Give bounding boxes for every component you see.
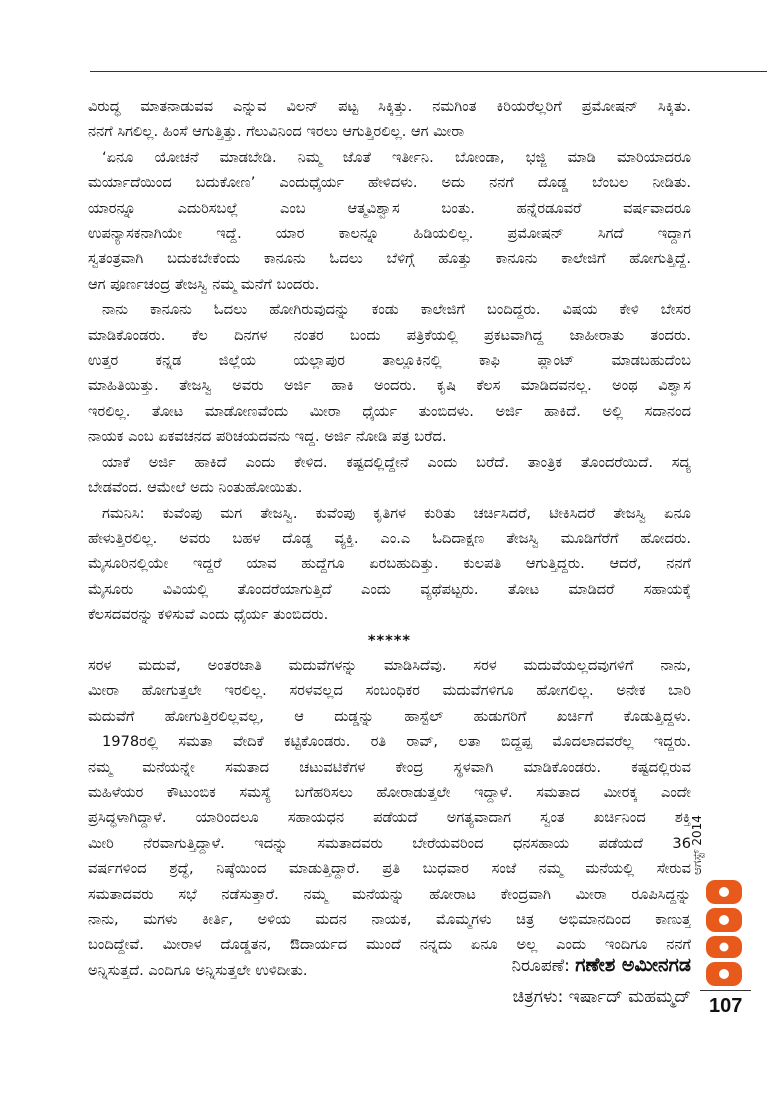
byline-photos [513,987,691,1007]
article-line: ನನಗೆ ಸಿಗಲಿಲ್ಲ. ಹಿಂಸೆ ಆಗುತ್ತಿತ್ತು. ಗೆಲುವಿನಿಂದ ಇರಲು ಆಗುತ್ತಿರಲಿಲ್ಲ. ಆಗ ಮೀರಾ [88,123,465,141]
article-line: ಮಾಹಿತಿಯಿತ್ತು. ತೇಜಸ್ವಿ ಅವರು ಅರ್ಜಿ ಹಾಕಿ ಅಂದರು. ಕೃಷಿ ಕೆಲಸ ಮಾಡಿದವನಲ್ಲ. ಅಂಥ ವಿಶ್ವಾಸ [88,377,691,395]
article-body [88,94,691,983]
article-line: ಸರಳ ಮದುವೆ, ಅಂತರಜಾತಿ ಮದುವೆಗಳನ್ನು ಮಾಡಿಸಿದೆವು. ಸರಳ ಮದುವೆಯಲ್ಲದವುಗಳಿಗೆ ನಾನು, [88,656,691,674]
article-line: ಆಗ ಪೂರ್ಣಚಂದ್ರ ತೇಜಸ್ವಿ ನಮ್ಮ ಮನೆಗೆ ಬಂದರು. [88,275,320,293]
narration-label: ನಿರೂಪಣೆ: [511,956,570,976]
article-line: ‘ಏನೂ ಯೋಚನೆ ಮಾಡಬೇಡಿ. ನಿಮ್ಮ ಜೊತೆ ಇರ್ತೀನಿ. ಬೋಂಡಾ, ಭಜ್ಜಿ ಮಾಡಿ ಮಾರಿಯಾದರೂ [102,148,691,166]
article-line: ಗಮನಿಸಿ: ಕುವೆಂಪು ಮಗ ತೇಜಸ್ವಿ. ಕುವೆಂಪು ಕೃತಿಗಳ ಕುರಿತು ಚರ್ಚಿಸಿದರೆ, ಟೀಕಿಸಿದರೆ ತೇಜಸ್ವಿ ಏನೂ [102,504,691,522]
article-line: ಪ್ರಸಿದ್ಧಳಾಗಿದ್ದಾಳೆ. ಯಾರಿಂದಲೂ ಸಹಾಯಧನ ಪಡೆಯದೆ ಅಗತ್ಯವಾದಾಗ ಸ್ವಂತ ಖರ್ಚಿನಿಂದ ಶಕ್ತಿ [88,809,691,827]
page-number-rule [700,990,751,991]
article-line: ನಾನು, ಮಗಳು ಕೀರ್ತಿ, ಅಳಿಯ ಮದನ ನಾಯಕ, ಮೊಮ್ಮಗಳು ಚಿತ್ರ ಅಭಿಮಾನದಿಂದ ಕಾಣುತ್ತ [88,911,691,928]
article-line: ಮೀರಾ ಹೋಗುತ್ತಲೇ ಇರಲಿಲ್ಲ. ಸರಳವಲ್ಲದ ಸಂಬಂಧಿಕರ ಮದುವೆಗಳಿಗೂ ಹೋಗಲಿಲ್ಲ. ಅನೇಕ ಬಾರಿ [88,682,691,700]
article-line: ಮೈಸೂರಿನಲ್ಲಿಯೇ ಇದ್ದರೆ ಯಾವ ಹುದ್ದೆಗೂ ಏರಬಹುದಿತ್ತು. ಕುಲಪತಿ ಆಗುತ್ತಿದ್ದರು. ಆದರೆ, ನನಗೆ [88,555,691,573]
article-line: ಉತ್ತರ ಕನ್ನಡ ಜಿಲ್ಲೆಯ ಯಲ್ಲಾಪುರ ತಾಲ್ಲೂಕಿನಲ್ಲಿ ಕಾಫಿ ಪ್ಲಾಂಟ್ ಮಾಡಬಹುದೆಂಬ [88,352,691,370]
issue-date: ಆಗಸ್ಟ್ 2014 [690,815,704,875]
article-line: ಮೈಸೂರು ವಿವಿಯಲ್ಲಿ ತೊಂದರೆಯಾಗುತ್ತಿದೆ ಎಂದು ವ್ಯಥೆಪಟ್ಟರು. ತೋಟ ಮಾಡಿದರೆ ಸಹಾಯಕ್ಕೆ [88,580,691,598]
article-line: ಸ್ವತಂತ್ರವಾಗಿ ಬದುಕಬೇಕೆಂದು ಕಾನೂನು ಓದಲು ಬೆಳಿಗ್ಗೆ ಹೊತ್ತು ಕಾನೂನು ಕಾಲೇಜಿಗೆ ಹೋಗುತ್ತಿದ್ದೆ. [88,250,691,268]
article-line: ಉಪನ್ಯಾಸಕನಾಗಿಯೇ ಇದ್ದೆ. ಯಾರ ಕಾಲನ್ನೂ ಹಿಡಿಯಲಿಲ್ಲ. ಪ್ರಮೋಷನ್ ಸಿಗದೆ ಇದ್ದಾಗ [88,225,691,243]
article-line: ಹೇಳುತ್ತಿರಲಿಲ್ಲ. ಅವರು ಬಹಳ ದೊಡ್ಡ ವ್ಯಕ್ತಿ. ಎಂ.ಎ ಓದಿದಾಕ್ಷಣ ತೇಜಸ್ವಿ ಮೂಡಿಗೆರೆಗೆ ಹೋದರು. [88,529,691,547]
article-line: 1978ರಲ್ಲಿ ಸಮತಾ ವೇದಿಕೆ ಕಟ್ಟಿಕೊಂಡರು. ರತಿ ರಾವ್, ಲತಾ ಬಿದ್ದಪ್ಪ ಮೊದಲಾದವರೆಲ್ಲ ಇದ್ದರು. [102,733,691,751]
page-number: 107 [709,995,743,1017]
article-line: ನಮ್ಮ ಮನೆಯನ್ನೇ ಸಮತಾದ ಚಟುವಟಿಕೆಗಳ ಕೇಂದ್ರ ಸ್ಥಳವಾಗಿ ಮಾಡಿಕೊಂಡರು. ಕಷ್ಟದಲ್ಲಿರುವ [88,758,691,776]
article-line: ನಾನು ಕಾನೂನು ಓದಲು ಹೋಗಿರುವುದನ್ನು ಕಂಡು ಕಾಲೇಜಿಗೆ ಬಂದಿದ್ದರು. ವಿಷಯ ಕೇಳಿ ಬೇಸರ [102,301,691,319]
article-line: ಮಹಿಳೆಯರ ಕೌಟುಂಬಿಕ ಸಮಸ್ಯೆ ಬಗೆಹರಿಸಲು ಹೋರಾಡುತ್ತಲೇ ಇದ್ದಾಳೆ. ಸಮತಾದ ಮೀರಕ್ಕ ಎಂದೇ [88,783,691,801]
article-line: ನಾಯಕ ಎಂಬ ಏಕವಚನದ ಪರಿಚಯದವನು ಇದ್ದ. ಅರ್ಜಿ ನೋಡಿ ಪತ್ರ ಬರೆದ. [88,428,447,446]
article-line: ಬಂದಿದ್ದೇವೆ. ಮೀರಾಳ ದೊಡ್ಡತನ, ಔದಾರ್ಯದ ಮುಂದೆ ನನ್ನದು ಏನೂ ಅಲ್ಲ ಎಂದು ಇಂದಿಗೂ ನನಗೆ [88,936,691,954]
article-line: ಬೇಡವೆಂದ. ಆಮೇಲೆ ಅದು ನಿಂತುಹೋಯಿತು. [88,479,303,497]
article-line: ವರ್ಷಗಳಿಂದ ಶ್ರದ್ಧೆ, ನಿಷ್ಠೆಯಿಂದ ಮಾಡುತ್ತಿದ್ದಾರೆ. ಪ್ರತಿ ಬುಧವಾರ ಸಂಜೆ ನಮ್ಮ ಮನೆಯಲ್ಲಿ ಸೇರುವ [88,860,691,878]
section-divider: ***** [367,631,412,649]
article-line: ವಿರುದ್ಧ ಮಾತನಾಡುವವ ಎನ್ನುವ ವಿಲನ್ ಪಟ್ಟ ಸಿಕ್ಕಿತ್ತು. ನಮಗಿಂತ ಕಿರಿಯರೆಲ್ಲರಿಗೆ ಪ್ರಮೋಷನ್ ಸಿಕ್ಕಿತು. [88,98,691,115]
masthead-logo [702,878,748,988]
article-line: ಮದುವೆಗೆ ಹೋಗುತ್ತಿರಲಿಲ್ಲವಲ್ಲ, ಆ ದುಡ್ಡನ್ನು ಹಾಸ್ಟೆಲ್ ಹುಡುಗರಿಗೆ ಖರ್ಚಿಗೆ ಕೊಡುತ್ತಿದ್ದಳು. [88,707,691,725]
article-line: ಸಮತಾದವರು ಸಭೆ ನಡೆಸುತ್ತಾರೆ. ನಮ್ಮ ಮನೆಯನ್ನು ಹೋರಾಟ ಕೇಂದ್ರವಾಗಿ ಮೀರಾ ರೂಪಿಸಿದ್ದನ್ನು [88,885,691,903]
top-rule [90,71,767,72]
article-line: ಮರ್ಯಾದೆಯಿಂದ ಬದುಕೋಣ’ ಎಂದುಧೈರ್ಯ ಹೇಳಿದಳು. ಅದು ನನಗೆ ದೊಡ್ಡ ಬೆಂಬಲ ನೀಡಿತು. [88,174,691,192]
photos-label: ಚಿತ್ರಗಳು: [512,987,564,1007]
article-line: ಮೀರಿ ನೆರವಾಗುತ್ತಿದ್ದಾಳೆ. ಇದನ್ನು ಸಮತಾದವರು ಬೇರೆಯವರಿಂದ ಧನಸಹಾಯ ಪಡೆಯದೆ 36 [88,834,691,852]
photographer-name: ಇರ್ಷಾದ್ ಮಹಮ್ಮದ್ [568,987,691,1007]
masthead-text: ಮಯೂರ [702,878,706,879]
article-line: ಯಾಕೆ ಅರ್ಜಿ ಹಾಕಿದೆ ಎಂದು ಕೇಳಿದ. ಕಷ್ಟದಲ್ಲಿದ್ದೇನೆ ಎಂದು ಬರೆದೆ. ತಾಂತ್ರಿಕ ತೊಂದರೆಯಿದೆ. ಸದ್ಯ [102,453,691,471]
byline-narration [512,954,691,976]
article-line: ಅನ್ನಿಸುತ್ತದೆ. ಎಂದಿಗೂ ಅನ್ನಿಸುತ್ತಲೇ ಉಳಿದೀತು. [88,961,308,979]
narrator-name: ಗಣೇಶ ಅಮೀನಗಡ [575,954,691,976]
article-line: ಕೆಲಸದವರನ್ನು ಕಳಿಸುವೆ ಎಂದು ಧೈರ್ಯ ತುಂಬಿದರು. [88,606,329,624]
article-line: ಇರಲಿಲ್ಲ. ತೋಟ ಮಾಡೋಣವೆಂದು ಮೀರಾ ಧೈರ್ಯ ತುಂಬಿದಳು. ಅರ್ಜಿ ಹಾಕಿದೆ. ಅಲ್ಲಿ ಸದಾನಂದ [88,402,691,420]
article-line: ಯಾರನ್ನೂ ಎದುರಿಸಬಲ್ಲೆ ಎಂಬ ಆತ್ಮವಿಶ್ವಾಸ ಬಂತು. ಹನ್ನೆರಡೂವರೆ ವರ್ಷವಾದರೂ [88,199,691,217]
article-line: ಮಾಡಿಕೊಂಡರು. ಕೆಲ ದಿನಗಳ ನಂತರ ಬಂದು ಪತ್ರಿಕೆಯಲ್ಲಿ ಪ್ರಕಟವಾಗಿದ್ದ ಜಾಹೀರಾತು ತಂದರು. [88,326,691,344]
